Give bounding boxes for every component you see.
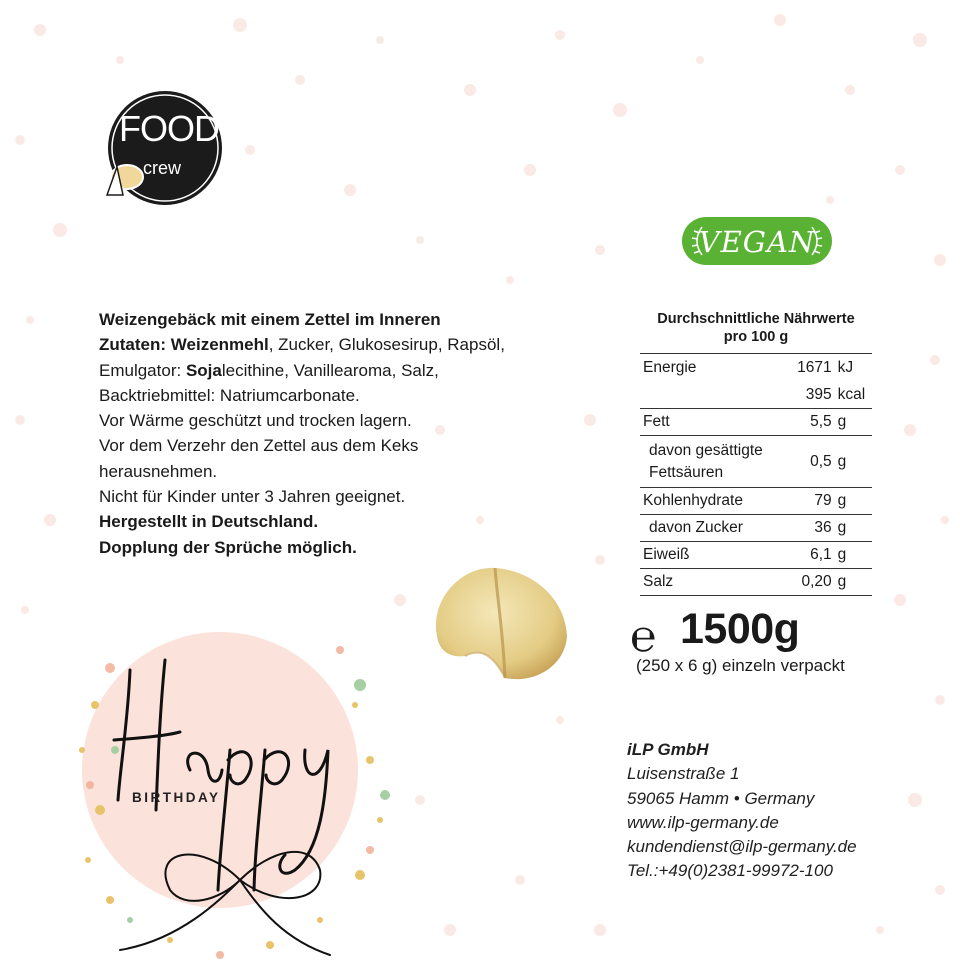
- table-row: davon Zucker 36 g: [640, 515, 872, 542]
- fortune-cookie-image: [425, 556, 575, 686]
- storage-line: Vor Wärme geschützt und trocken lagern.: [99, 411, 412, 431]
- logo-word-food: FOOD: [119, 108, 219, 149]
- product-description: Weizengebäck mit einem Zettel im Inneren: [99, 310, 441, 329]
- company-website[interactable]: www.ilp-germany.de: [627, 812, 779, 832]
- usage-line-cont: herausnehmen.: [99, 461, 218, 481]
- origin-line: Hergestellt in Deutschland.: [99, 512, 319, 532]
- happy-birthday-artwork: [70, 610, 400, 960]
- table-row: Salz 0,20 g: [640, 569, 872, 596]
- nutrition-title: Durchschnittliche Nährwerte: [657, 311, 855, 327]
- table-row: davon gesättigte Fettsäuren 0,5 g: [640, 436, 872, 488]
- net-weight: 1500g: [680, 605, 800, 653]
- warning-line: Nicht für Kinder unter 3 Jahren geeignet.: [99, 487, 406, 507]
- vegan-badge: [682, 217, 832, 265]
- company-address: [627, 738, 857, 884]
- company-city: 59065 Hamm • Germany: [627, 788, 815, 808]
- company-email[interactable]: kundendienst@ilp-germany.de: [627, 837, 857, 857]
- company-name: iLP GmbH: [627, 740, 709, 759]
- vegan-label: VEGAN: [698, 225, 816, 259]
- estimated-sign-icon: ℮: [630, 612, 657, 661]
- company-street: Luisenstraße 1: [627, 764, 740, 784]
- packaging-detail: (250 x 6 g) einzeln verpackt: [636, 656, 845, 675]
- ingredients-block: [99, 307, 559, 560]
- duplicate-note-line: Dopplung der Sprüche möglich.: [99, 537, 357, 557]
- table-row: Eiweiß 6,1 g: [640, 542, 872, 569]
- nutrition-heading: [640, 310, 872, 346]
- table-row: Fett 5,5 g: [640, 409, 872, 436]
- nutrition-table: [640, 353, 872, 596]
- table-row: Energie 1671 kJ: [640, 354, 872, 382]
- leaf-right-icon: [806, 225, 826, 257]
- logo-word-crew: crew: [143, 158, 182, 178]
- usage-line: Vor dem Verzehr den Zettel aus dem Keks: [99, 436, 419, 456]
- company-phone: Tel.:+49(0)2381-99972-100: [627, 861, 833, 881]
- birthday-subtitle: BIRTHDAY: [132, 790, 221, 805]
- raising-agent-line: Backtriebmittel: Natriumcarbonate.: [99, 385, 360, 405]
- table-row: 395 kcal: [640, 382, 872, 409]
- nutrition-subtitle: pro 100 g: [723, 329, 789, 345]
- table-row: Kohlenhydrate 79 g: [640, 488, 872, 515]
- ingredients-line: Zutaten: Weizenmehl, Zucker, Glukosesirup, Rapsöl,: [99, 335, 505, 355]
- emulsifier-line: Emulgator: Sojalecithine, Vanillearoma, Salz,: [99, 360, 439, 380]
